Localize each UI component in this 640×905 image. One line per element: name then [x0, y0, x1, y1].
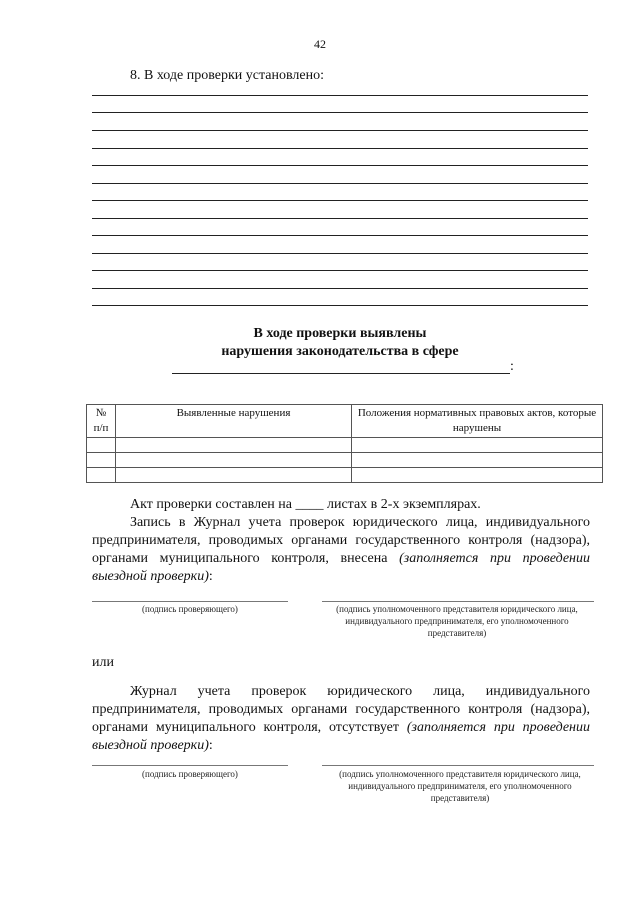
finding-line [92, 288, 588, 289]
finding-line [92, 165, 588, 166]
inspector-signature-line [92, 601, 288, 602]
finding-line [92, 235, 588, 236]
journal-entry-paragraph [92, 514, 590, 586]
journal-entry-colon: : [208, 569, 213, 584]
journal-absent-text: Журнал учета проверок юридического лица, индивидуального предпринимателя, проводимых органами государственного контроля (надзора), органами муниципального контроля, отсутствует [92, 684, 590, 735]
finding-line [92, 148, 588, 149]
table-header-number: № п/п [87, 405, 116, 438]
representative-signature-caption: (подпись уполномоченного представителя юридического лица, индивидуального предпринимателя, его уполномоченного представителя) [336, 604, 578, 638]
finding-line [92, 200, 588, 201]
journal-absent-note: (заполняется при проведении выездной проверки) [92, 720, 590, 753]
violations-table [86, 404, 603, 483]
finding-line [92, 270, 588, 271]
journal-entry-text: Запись в Журнал учета проверок юридического лица, индивидуального предпринимателя, проводимых органами государственного контроля (надзора), органами муниципального контроля, внесена [92, 515, 590, 566]
finding-line [92, 253, 588, 254]
inspector-signature-line-2 [92, 765, 288, 766]
violations-heading-line2: нарушения законодательства в сфере [221, 344, 459, 359]
finding-line [92, 95, 588, 96]
page-number: 42 [314, 37, 326, 51]
representative-signature-line-2 [322, 765, 594, 766]
finding-line [92, 218, 588, 219]
finding-line [92, 183, 588, 184]
representative-signature-caption-2: (подпись уполномоченного представителя юридического лица, индивидуального предпринимателя, его уполномоченного представителя) [339, 769, 581, 803]
representative-signature-line [322, 601, 594, 602]
inspector-signature-caption: (подпись проверяющего) [142, 604, 238, 614]
table-header-violations: Выявленные нарушения [116, 405, 352, 438]
finding-line [92, 130, 588, 131]
finding-line [92, 112, 588, 113]
table-row [87, 438, 603, 453]
table-row [87, 468, 603, 483]
violations-heading-line1: В ходе проверки выявлены [253, 326, 427, 341]
sphere-colon: : [510, 359, 514, 374]
table-row [87, 453, 603, 468]
journal-entry-note: (заполняется при проведении выездной проверки) [92, 551, 590, 584]
finding-line [92, 305, 588, 306]
journal-absent-paragraph [92, 683, 590, 755]
sphere-blank-line [172, 373, 510, 374]
table-header-legal-acts: Положения нормативных правовых актов, которые нарушены [352, 405, 603, 438]
journal-absent-colon: : [208, 738, 213, 753]
or-text: или [92, 655, 114, 670]
act-sheets-text: Акт проверки составлен на ____ листах в 2-х экземплярах. [130, 497, 481, 512]
inspector-signature-caption-2: (подпись проверяющего) [142, 769, 238, 779]
section-8-title: 8. В ходе проверки установлено: [130, 68, 324, 83]
